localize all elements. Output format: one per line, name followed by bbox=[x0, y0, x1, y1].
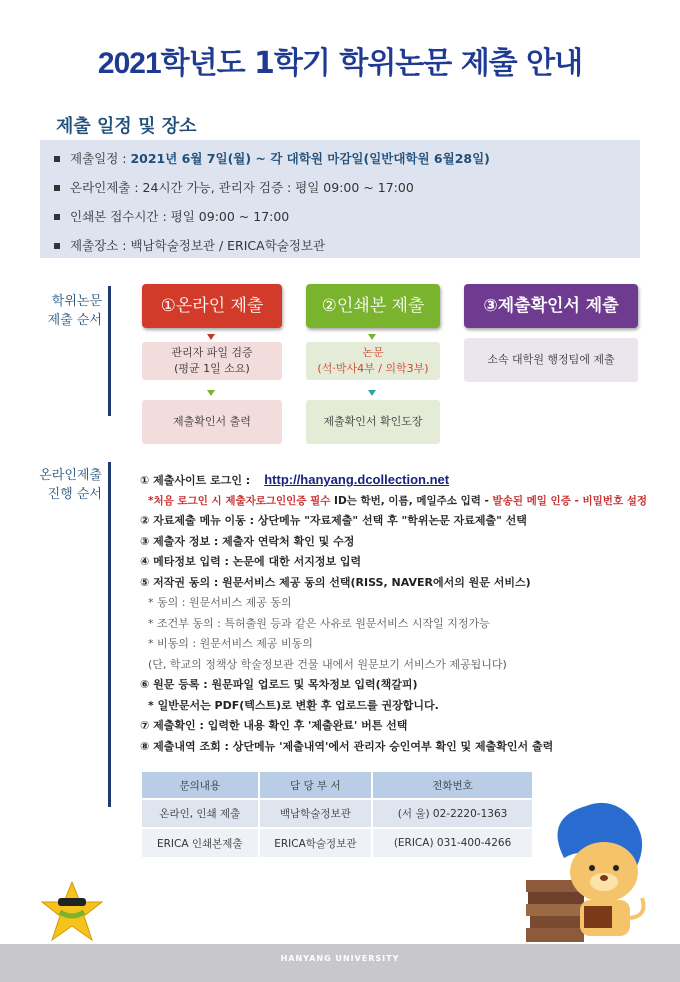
table-header-row: 문의내용 담 당 부 서 전화번호 bbox=[142, 772, 533, 799]
online-step-4: ④ 메타정보 입력 : 논문에 대한 서지정보 입력 bbox=[140, 555, 362, 568]
online-step-3: ③ 제출자 정보 : 제출자 연락처 확인 및 수정 bbox=[140, 534, 355, 548]
online-step-7: ⑦ 제출확인 : 입력한 내용 확인 후 '제출완료' 버튼 선택 bbox=[140, 719, 408, 732]
dcollection-link[interactable]: http://hanyang.dcollection.net bbox=[264, 472, 450, 487]
confirmation-box: 소속 대학원 행정팀에 제출 bbox=[464, 338, 638, 382]
online-step-2: ② 자료제출 메뉴 이동 : 상단메뉴 "자료제출" 선택 후 "학위논문 자료제출" 선택 bbox=[140, 514, 527, 527]
table-row: 온라인, 인쇄 제출 백남학술정보관 (서 울) 02-2220-1363 bbox=[142, 799, 533, 828]
contact-table bbox=[142, 772, 534, 857]
process-label: 학위논문 제출 순서 bbox=[47, 294, 102, 328]
online-step-6: ⑥ 원문 등록 : 원문파일 업로드 및 목차정보 입력(책갈피) bbox=[140, 678, 418, 691]
schedule-heading: 제출 일정 및 장소 bbox=[56, 116, 197, 137]
online-output-box: 제출확인서 출력 bbox=[142, 400, 282, 444]
schedule-box bbox=[40, 140, 640, 258]
footer-bar: HANYANG UNIVERSITY bbox=[0, 944, 680, 982]
arrow-down-icon bbox=[368, 390, 376, 396]
table-row: ERICA 인쇄본제출 ERICA학술정보관 (ERICA) 031-400-4266 bbox=[142, 828, 533, 857]
online-note-6: * 일반문서는 PDF(텍스트)로 변환 후 업로드를 권장합니다. bbox=[148, 698, 439, 712]
online-note-5b: * 조건부 동의 : 특허출원 등과 같은 사유로 원문서비스 시작일 지정가능 bbox=[148, 616, 490, 630]
schedule-item-place: 제출장소 : 백남학술정보관 / ERICA학술정보관 bbox=[54, 235, 640, 264]
bullet-icon bbox=[54, 243, 60, 249]
schedule-item-date: 제출일정 : 2021년 6월 7일(월) ~ 각 대학원 마감일(일반대학원 6월28일) bbox=[54, 148, 640, 177]
arrow-down-icon bbox=[207, 390, 215, 396]
bullet-icon bbox=[54, 214, 60, 220]
print-stamp-box: 제출확인서 확인도장 bbox=[306, 400, 440, 444]
online-note-1: *처음 로그인 시 제출자로그인인증 필수 ID는 학번, 이름, 메일주소 입력 - 발송된 메일 인증 - 비밀번호 설정 bbox=[148, 494, 648, 507]
schedule-item-online: 온라인제출 : 24시간 가능, 관리자 검증 : 평일 09:00 ~ 17:00 bbox=[54, 177, 640, 206]
bullet-icon bbox=[54, 185, 60, 191]
online-verify-box: 관리자 파일 검증 (평균 1일 소요) bbox=[142, 342, 282, 380]
online-steps bbox=[140, 470, 680, 757]
online-label: 온라인제출 진행 순서 bbox=[39, 468, 102, 502]
online-note-5c: * 비동의 : 원문서비스 제공 비동의 bbox=[148, 637, 313, 650]
online-note-5d: (단, 학교의 정책상 학술정보관 건물 내에서 원문보기 서비스가 제공됩니다) bbox=[148, 657, 507, 671]
online-step-5: ⑤ 저작권 동의 : 원문서비스 제공 동의 선택(RISS, NAVER에서의 원문 서비스) bbox=[140, 575, 531, 589]
online-divider bbox=[108, 462, 111, 807]
bullet-icon bbox=[54, 156, 60, 162]
arrow-down-icon bbox=[368, 334, 376, 340]
print-thesis-box: 논문 (석·박사4부 / 의학3부) bbox=[306, 342, 440, 380]
online-note-5a: * 동의 : 원문서비스 제공 동의 bbox=[148, 596, 292, 609]
lion-mascot-icon bbox=[524, 798, 654, 944]
step-confirmation-submit: ③제출확인서 제출 bbox=[464, 284, 638, 328]
step-online-submit: ①온라인 제출 bbox=[142, 284, 282, 328]
page-title: 2021학년도 1학기 학위논문 제출 안내 bbox=[97, 46, 583, 81]
star-mascot-icon bbox=[40, 878, 104, 946]
schedule-item-print: 인쇄본 접수시간 : 평일 09:00 ~ 17:00 bbox=[54, 206, 640, 235]
online-step-1: ① 제출사이트 로그인 : http://hanyang.dcollection.net bbox=[140, 472, 450, 487]
process-divider bbox=[108, 286, 111, 416]
online-step-8: ⑧ 제출내역 조회 : 상단메뉴 '제출내역'에서 관리자 승인여부 확인 및 제출확인서 출력 bbox=[140, 739, 554, 753]
step-print-submit: ②인쇄본 제출 bbox=[306, 284, 440, 328]
arrow-down-icon bbox=[207, 334, 215, 340]
